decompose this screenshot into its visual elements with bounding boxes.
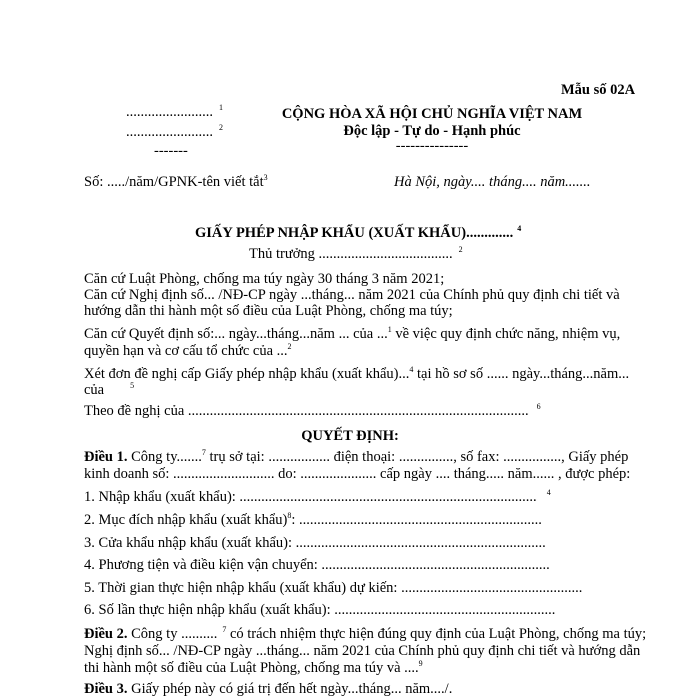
decision-heading: QUYẾT ĐỊNH: bbox=[301, 428, 399, 444]
agency-line-1: ........................ $^1$ bbox=[126, 103, 223, 120]
document-number: Số: ...../năm/GPNK-tên viết tắt$^3$ bbox=[84, 173, 268, 190]
article-1-item-5: 5. Thời gian thực hiện nhập khẩu (xuất khẩu) dự kiến: .................................................. bbox=[84, 580, 583, 596]
preamble-decision-line-2: quyền hạn và cơ cấu tổ chức của ...$^2$ bbox=[84, 342, 292, 359]
issuing-authority: Thủ trưởng ..................................... $^2$ bbox=[249, 245, 463, 262]
article-1-line-1: Điều 1. Công ty.......$^7$ trụ sở tại: ................. điện thoại: ..............., số fax: ................, Giấy phép bbox=[84, 448, 629, 465]
preamble-application-line-1: Xét đơn đề nghị cấp Giấy phép nhập khẩu (xuất khẩu)...$^4$ tại hồ sơ số ...... ngày...tháng...năm... bbox=[84, 365, 630, 382]
article-1-line-2: kinh doanh số: ............................ do: ..................... cấp ngày .... tháng..... năm...... , được phép: bbox=[84, 466, 631, 482]
article-3: Điều 3. Giấy phép này có giá trị đến hết ngày...tháng... năm..../. bbox=[84, 681, 453, 697]
article-1-item-6: 6. Số lần thực hiện nhập khẩu (xuất khẩu): ............................................................. bbox=[84, 602, 556, 618]
preamble-application-line-2: của $^5$ bbox=[84, 381, 135, 398]
right-separator: --------------- bbox=[395, 138, 469, 154]
agency-line-2: ........................ $^2$ bbox=[126, 123, 223, 140]
preamble-law: Căn cứ Luật Phòng, chống ma túy ngày 30 tháng 3 năm 2021; bbox=[84, 271, 445, 287]
preamble-proposal: Theo đề nghị của .............................................................................................. $^6$ bbox=[84, 402, 541, 419]
motto: Độc lập - Tự do - Hạnh phúc bbox=[343, 123, 521, 139]
article-2-line-1: Điều 2. Công ty .......... $^7$ có trách nhiệm thực hiện đúng quy định của Luật Phòng, chống ma túy; bbox=[84, 625, 647, 642]
article-2-line-3: thi hành một số điều của Luật Phòng, chống ma túy và ....$^9$ bbox=[84, 659, 423, 676]
place-date: Hà Nội, ngày.... tháng.... năm....... bbox=[394, 174, 591, 190]
country-name: CỘNG HÒA XÃ HỘI CHỦ NGHĨA VIỆT NAM bbox=[281, 106, 583, 122]
article-1-item-4: 4. Phương tiện và điều kiện vận chuyển: ............................................................... bbox=[84, 557, 550, 573]
left-separator: ------- bbox=[154, 143, 188, 159]
article-2-line-2: Nghị định số... /NĐ-CP ngày ...tháng... năm 2021 của Chính phủ quy định chi tiết và hướng dẫn bbox=[84, 643, 641, 659]
article-1-item-2: 2. Mục đích nhập khẩu (xuất khẩu)$^8$: ................................................................... bbox=[84, 511, 542, 528]
form-code: Mẫu số 02A bbox=[561, 82, 636, 98]
article-1-item-3: 3. Cửa khẩu nhập khẩu (xuất khẩu): ..................................................................... bbox=[84, 535, 546, 551]
preamble-decision-line-1: Căn cứ Quyết định số:... ngày...tháng...năm ... của ...$^1$ về việc quy định chức năng, nhiệm vụ, bbox=[84, 325, 621, 342]
preamble-decree-line-2: hướng dẫn thi hành một số điều của Luật Phòng, chống ma túy; bbox=[84, 303, 453, 319]
preamble-decree-line-1: Căn cứ Nghị định số... /NĐ-CP ngày ...tháng... năm 2021 của Chính phủ quy định chi tiết và bbox=[84, 287, 620, 303]
document-title: GIẤY PHÉP NHẬP KHẨU (XUẤT KHẨU)............. $^4$ bbox=[195, 224, 522, 241]
article-1-item-1: 1. Nhập khẩu (xuất khẩu): .................................................................................. $^4$ bbox=[84, 488, 551, 505]
